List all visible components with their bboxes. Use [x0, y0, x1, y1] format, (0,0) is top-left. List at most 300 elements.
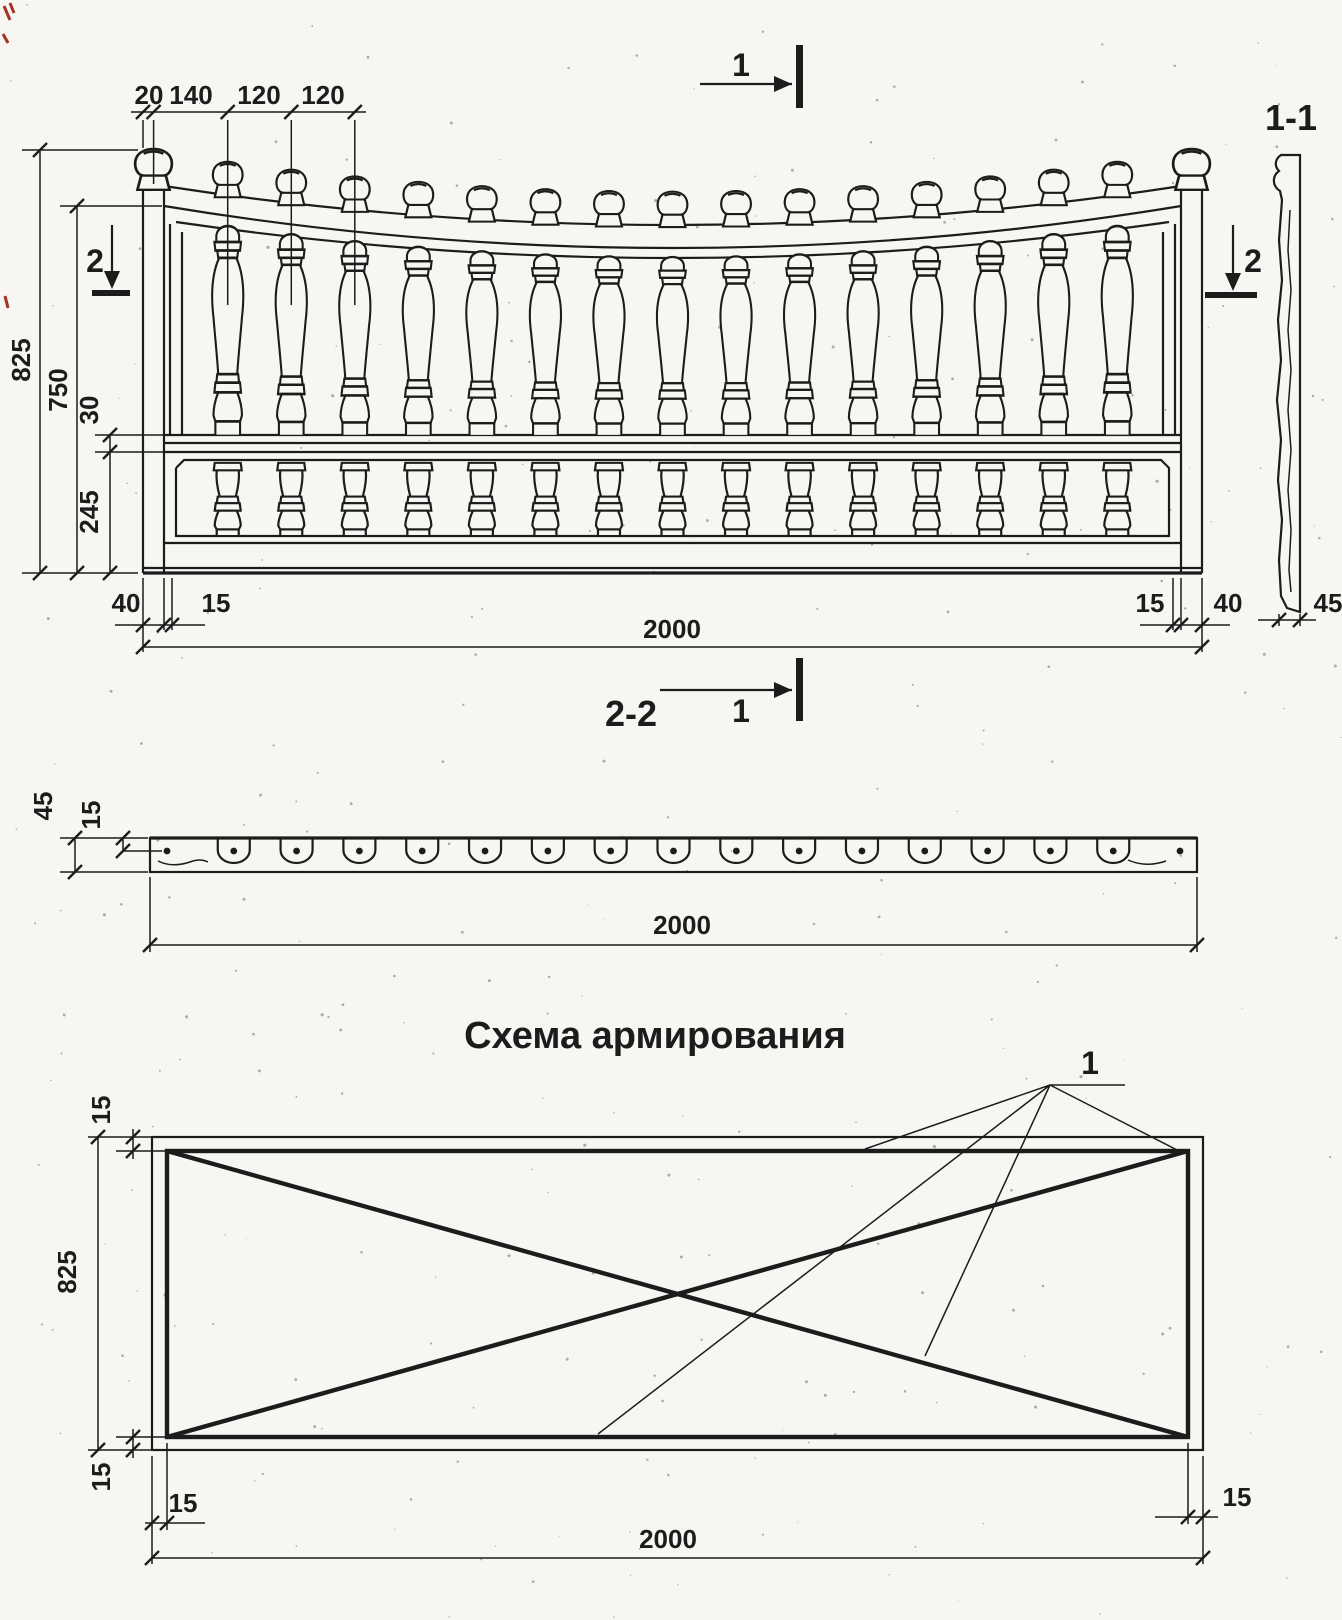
noise-dot [185, 1015, 188, 1018]
end-post-knob-finial [1173, 149, 1210, 190]
noise-dot [646, 1459, 648, 1461]
noise-dot [1228, 490, 1230, 492]
noise-dot [481, 608, 483, 610]
noise-dot [1142, 1373, 1144, 1375]
noise-dot [1331, 218, 1334, 221]
noise-dot [1123, 1059, 1124, 1060]
noise-dot [1042, 1285, 1045, 1288]
noise-dot [917, 705, 919, 707]
reinforcement-title: Схема армирования [464, 1015, 846, 1057]
noise-dot [1250, 1432, 1251, 1433]
noise-dot [1103, 893, 1105, 895]
noise-dot [179, 1059, 181, 1061]
rebar-callout-label: 1 [1081, 1045, 1099, 1081]
baluster-knob-finial [975, 176, 1005, 211]
noise-dot [1051, 760, 1053, 762]
noise-dot [1174, 882, 1176, 884]
short-baluster [659, 463, 687, 536]
noise-dot [428, 440, 430, 442]
noise-dot [1081, 81, 1084, 84]
noise-dot [1010, 1189, 1013, 1192]
noise-dot [933, 1145, 936, 1148]
noise-dot [1284, 708, 1285, 709]
short-baluster [468, 463, 496, 536]
noise-dot [797, 1522, 798, 1523]
noise-dot [921, 1291, 924, 1294]
noise-dot [1257, 42, 1259, 44]
noise-dot [435, 1276, 437, 1278]
noise-dot [547, 1192, 548, 1193]
noise-dot [629, 1531, 631, 1533]
cut-2-right-arrowhead [1225, 273, 1241, 291]
noise-dot [1003, 1048, 1004, 1049]
cut-2-right-bar [1205, 292, 1257, 298]
noise-dot [442, 760, 445, 763]
section-1-1-view [1274, 155, 1300, 612]
tall-baluster [403, 247, 434, 436]
noise-dot [893, 436, 895, 438]
noise-dot [510, 340, 513, 343]
profile-inner-line [1288, 210, 1291, 592]
section-2-2-view [150, 838, 1197, 872]
rebar-dot [230, 848, 237, 855]
baluster-knob-finial [403, 182, 433, 217]
baluster-knob-finial [658, 192, 688, 227]
noise-dot [991, 1018, 993, 1020]
noise-dot [877, 1242, 879, 1244]
baluster-knob-finial [848, 186, 878, 221]
noise-dot [103, 913, 106, 916]
short-baluster [913, 463, 941, 536]
noise-dot [947, 611, 950, 614]
tall-baluster [784, 254, 815, 436]
tall-baluster [593, 256, 624, 436]
dim-40-left: 40 [111, 588, 141, 618]
noise-dot [61, 1052, 63, 1054]
cut-2-left-arrowhead [104, 271, 120, 289]
noise-dot [813, 923, 816, 926]
short-baluster [849, 463, 877, 536]
noise-dot [134, 363, 135, 364]
noise-dot [853, 1391, 855, 1393]
noise-dot [1026, 1078, 1028, 1080]
noise-dot [755, 215, 756, 216]
noise-dot [934, 158, 935, 159]
short-baluster [341, 463, 369, 536]
noise-dot [762, 31, 764, 33]
noise-dot [379, 344, 380, 345]
short-baluster [786, 463, 814, 536]
noise-dot [105, 1244, 106, 1245]
noise-dot [212, 1323, 214, 1325]
noise-dot [50, 1080, 51, 1081]
noise-dot [152, 1126, 154, 1128]
noise-dot [243, 898, 246, 901]
rebar-dot [1047, 848, 1054, 855]
noise-dot [1027, 255, 1029, 257]
noise-dot [430, 1342, 432, 1344]
noise-dot [782, 1430, 783, 1431]
noise-dot [450, 409, 452, 411]
noise-dot [473, 1407, 475, 1409]
noise-dot [613, 1112, 614, 1113]
main-elevation-view [135, 149, 1210, 573]
noise-dot [1005, 931, 1008, 934]
noise-dot [339, 1029, 342, 1032]
rebar-dot [984, 848, 991, 855]
noise-dot [1286, 1577, 1288, 1579]
short-baluster [1040, 463, 1068, 536]
noise-dot [528, 361, 531, 364]
noise-dot [936, 1402, 938, 1404]
dim-140: 140 [169, 80, 213, 110]
noise-dot [708, 1254, 710, 1256]
noise-dot [1056, 964, 1058, 966]
tall-baluster [530, 254, 561, 436]
noise-dot [893, 85, 896, 88]
short-baluster [595, 463, 623, 536]
noise-dot [1027, 553, 1029, 555]
cut-1-top-bar [796, 45, 803, 108]
noise-dot [522, 464, 524, 466]
dim-120-a: 120 [237, 80, 281, 110]
tall-baluster [466, 251, 497, 436]
cut-1-bottom-arrowhead [774, 682, 792, 698]
noise-dot [1172, 182, 1174, 184]
noise-dot [880, 879, 883, 882]
noise-dot [731, 850, 733, 852]
noise-dot [1263, 653, 1266, 656]
dim-40-right: 40 [1213, 588, 1243, 618]
noise-dot [680, 1256, 683, 1259]
noise-dot [118, 398, 119, 399]
noise-dot [808, 1442, 810, 1444]
noise-dot [912, 684, 914, 686]
noise-dot [360, 1251, 363, 1254]
noise-dot [956, 811, 957, 812]
baluster-knob-finial [531, 189, 561, 224]
noise-dot [1034, 294, 1035, 295]
dim-15-reinf-bottom: 15 [86, 1462, 116, 1492]
noise-dot [60, 910, 62, 912]
noise-dot [1318, 537, 1321, 540]
noise-dot [135, 492, 137, 494]
noise-dot [1160, 580, 1163, 583]
noise-dot [1161, 1332, 1164, 1335]
noise-dot [1180, 855, 1182, 857]
noise-dot [567, 67, 569, 69]
noise-dot [876, 99, 879, 102]
tall-baluster [1038, 234, 1069, 436]
cut-1-top-arrowhead [774, 76, 792, 92]
noise-dot [605, 919, 606, 920]
noise-dot [1314, 525, 1315, 526]
section-1-1-title: 1-1 [1264, 97, 1318, 138]
baluster-cross-sections [164, 840, 1184, 864]
rebar-dot [482, 848, 489, 855]
noise-dot [682, 1115, 683, 1116]
noise-dot [41, 1323, 43, 1325]
noise-dot [700, 1339, 702, 1341]
dim-825: 825 [6, 338, 36, 382]
noise-dot [881, 954, 882, 955]
noise-dot [52, 1329, 54, 1331]
noise-dot [888, 1574, 889, 1575]
noise-dot [1208, 327, 1209, 328]
noise-dot [1322, 399, 1324, 401]
noise-dot [346, 158, 348, 160]
noise-dot [583, 1144, 586, 1147]
noise-dot [1099, 1613, 1101, 1615]
rebar-dot [164, 848, 171, 855]
noise-dot [181, 657, 183, 659]
tall-baluster [721, 256, 752, 436]
tall-baluster [975, 241, 1006, 436]
noise-dot [110, 690, 113, 693]
rebar-dot [1110, 848, 1117, 855]
tall-baluster [657, 257, 688, 436]
noise-dot [394, 1529, 395, 1530]
noise-dot [1174, 65, 1177, 68]
noise-dot [762, 1534, 764, 1536]
noise-dot [983, 729, 985, 731]
dim-2000-reinf: 2000 [639, 1524, 697, 1554]
noise-dot [904, 1390, 907, 1393]
noise-dot [252, 1033, 255, 1036]
noise-dot [393, 975, 396, 978]
noise-dot [951, 378, 954, 381]
noise-dot [1222, 305, 1224, 307]
short-baluster [404, 463, 432, 536]
noise-dot [753, 282, 754, 283]
noise-dot [139, 247, 142, 250]
noise-dot [1320, 1351, 1323, 1354]
noise-dot [1184, 607, 1186, 609]
noise-dot [1164, 409, 1166, 411]
noise-dot [1312, 395, 1315, 398]
noise-dot [667, 816, 669, 818]
cut-2-right-label: 2 [1244, 243, 1262, 279]
scan-edge-artifacts [3, 3, 14, 308]
cut-2-left-bar [92, 290, 130, 296]
noise-dot [1259, 1414, 1260, 1415]
strip-outline [150, 838, 1197, 872]
noise-dot [450, 122, 453, 125]
noise-dot [16, 828, 18, 830]
noise-dot [404, 1022, 405, 1023]
baluster-knob-finial [1102, 162, 1132, 197]
noise-dot [295, 1545, 297, 1547]
noise-dot [630, 1575, 631, 1576]
noise-dot [667, 1174, 670, 1177]
rebar-dot [796, 848, 803, 855]
noise-dot [1275, 65, 1276, 66]
dim-30: 30 [74, 395, 104, 425]
dim-825-reinf: 825 [52, 1250, 82, 1294]
noise-dot [327, 1016, 329, 1018]
noise-dot [235, 970, 237, 972]
noise-dot [126, 483, 128, 485]
noise-dot [755, 176, 757, 178]
noise-dot [1086, 1097, 1087, 1098]
noise-dot [60, 1433, 62, 1435]
short-baluster [531, 463, 559, 536]
noise-dot [432, 1052, 434, 1054]
dim-45-strip: 45 [28, 791, 58, 821]
noise-dot [295, 800, 297, 802]
noise-dot [495, 1545, 496, 1546]
noise-dot [1080, 529, 1082, 531]
noise-dot [1189, 468, 1190, 469]
noise-dot [1211, 521, 1212, 522]
rebar-dot [1177, 848, 1184, 855]
noise-dot [243, 824, 245, 826]
balusters-group [135, 149, 1210, 536]
baluster-knob-finial [594, 191, 624, 226]
dim-120-b: 120 [301, 80, 345, 110]
tall-baluster [1102, 226, 1133, 436]
noise-dot [266, 246, 269, 249]
noise-dot [294, 1378, 297, 1381]
noise-dot [1156, 480, 1159, 483]
section-2-2-title: 2-2 [604, 693, 658, 734]
dim-15-reinf-left: 15 [168, 1488, 198, 1518]
noise-dot [1334, 665, 1337, 668]
noise-dot [321, 1013, 324, 1016]
noise-dot [120, 903, 123, 906]
noise-dot [1034, 1405, 1037, 1408]
noise-dot [128, 1380, 130, 1382]
noise-dot [694, 88, 695, 89]
cut-1-top-label: 1 [732, 47, 750, 83]
strip-texture-right [1128, 860, 1166, 864]
noise-dot [1131, 394, 1133, 396]
noise-dot [888, 336, 890, 338]
noise-dot [834, 529, 836, 531]
noise-dot [855, 1121, 857, 1123]
noise-dot [661, 1400, 664, 1403]
cut-2-left-label: 2 [86, 243, 104, 279]
noise-dot [1275, 145, 1278, 148]
noise-dot [448, 842, 451, 845]
noise-dot [548, 976, 550, 978]
noise-dot [738, 1131, 740, 1133]
noise-dot [566, 1358, 569, 1361]
noise-dot [259, 588, 261, 590]
dim-15-reinf-right: 15 [1222, 1482, 1252, 1512]
noise-dot [273, 744, 275, 746]
noise-dot [1267, 1366, 1268, 1367]
noise-dot [635, 54, 638, 57]
noise-dot [63, 1014, 66, 1017]
dim-20: 20 [134, 80, 164, 110]
noise-dot [245, 1238, 246, 1239]
noise-dot [958, 1600, 959, 1601]
noise-dot [350, 802, 353, 805]
noise-dot [816, 608, 818, 610]
noise-dot [275, 140, 278, 143]
dim-15-reinf-top: 15 [86, 1095, 116, 1125]
baluster-knob-finial [1039, 170, 1069, 205]
noise-dot [878, 916, 881, 919]
noise-dot [505, 425, 508, 428]
noise-dot [137, 1291, 138, 1292]
rebar-dot [859, 848, 866, 855]
tall-baluster [911, 247, 942, 436]
dim-15-strip: 15 [76, 800, 106, 830]
noise-dot [603, 760, 606, 763]
noise-dot [317, 772, 319, 774]
rebar-dot [670, 848, 677, 855]
reinforcement-scheme [152, 1085, 1203, 1450]
noise-dot [331, 394, 334, 397]
noise-dot [500, 159, 501, 160]
noise-dot [754, 1457, 756, 1459]
short-baluster [976, 463, 1004, 536]
noise-dot [589, 530, 591, 532]
dim-15-left: 15 [201, 588, 231, 618]
noise-dot [34, 922, 36, 924]
noise-dot [588, 905, 589, 906]
noise-dot [667, 1474, 670, 1477]
noise-dot [471, 616, 473, 618]
strip-texture-left [158, 860, 208, 865]
short-baluster [1103, 463, 1131, 536]
noise-dot [38, 1164, 40, 1166]
noise-dot [982, 743, 983, 744]
noise-dot [254, 1480, 255, 1481]
noise-dot [1287, 1345, 1290, 1348]
noise-dot [313, 1425, 316, 1428]
rebar-dot [419, 848, 426, 855]
rebar-dot [607, 848, 614, 855]
rebar-dot [356, 848, 363, 855]
noise-dot [321, 1428, 323, 1430]
noise-dot [159, 1070, 161, 1072]
noise-dot [306, 831, 308, 833]
noise-dot [336, 346, 337, 347]
noise-dot [341, 1092, 343, 1094]
noise-dot [943, 221, 946, 224]
cut-1-bottom-label: 1 [732, 693, 750, 729]
noise-dot [262, 1473, 264, 1475]
noise-dot [1242, 1008, 1243, 1009]
dim-2000-main: 2000 [643, 614, 701, 644]
noise-dot [559, 1536, 560, 1537]
short-baluster [277, 463, 305, 536]
noise-dot [694, 446, 695, 447]
noise-dot [1329, 1156, 1331, 1158]
noise-dot [449, 1616, 450, 1617]
noise-dot [507, 1254, 510, 1257]
noise-dot [1335, 936, 1338, 939]
tall-baluster [848, 251, 879, 436]
noise-dot [1031, 338, 1034, 341]
noise-dot [698, 1179, 700, 1181]
noise-dot [1244, 691, 1246, 693]
rebar-dot [921, 848, 928, 855]
scan-noise [10, 4, 1341, 1618]
short-baluster [722, 463, 750, 536]
dim-245: 245 [74, 490, 104, 534]
noise-dot [259, 794, 262, 797]
noise-dot [52, 305, 53, 306]
baluster-knob-finial [721, 191, 751, 226]
noise-dot [457, 1461, 459, 1463]
profile-outline [1274, 155, 1300, 612]
noise-dot [531, 1168, 533, 1170]
rebar-dot [733, 848, 740, 855]
